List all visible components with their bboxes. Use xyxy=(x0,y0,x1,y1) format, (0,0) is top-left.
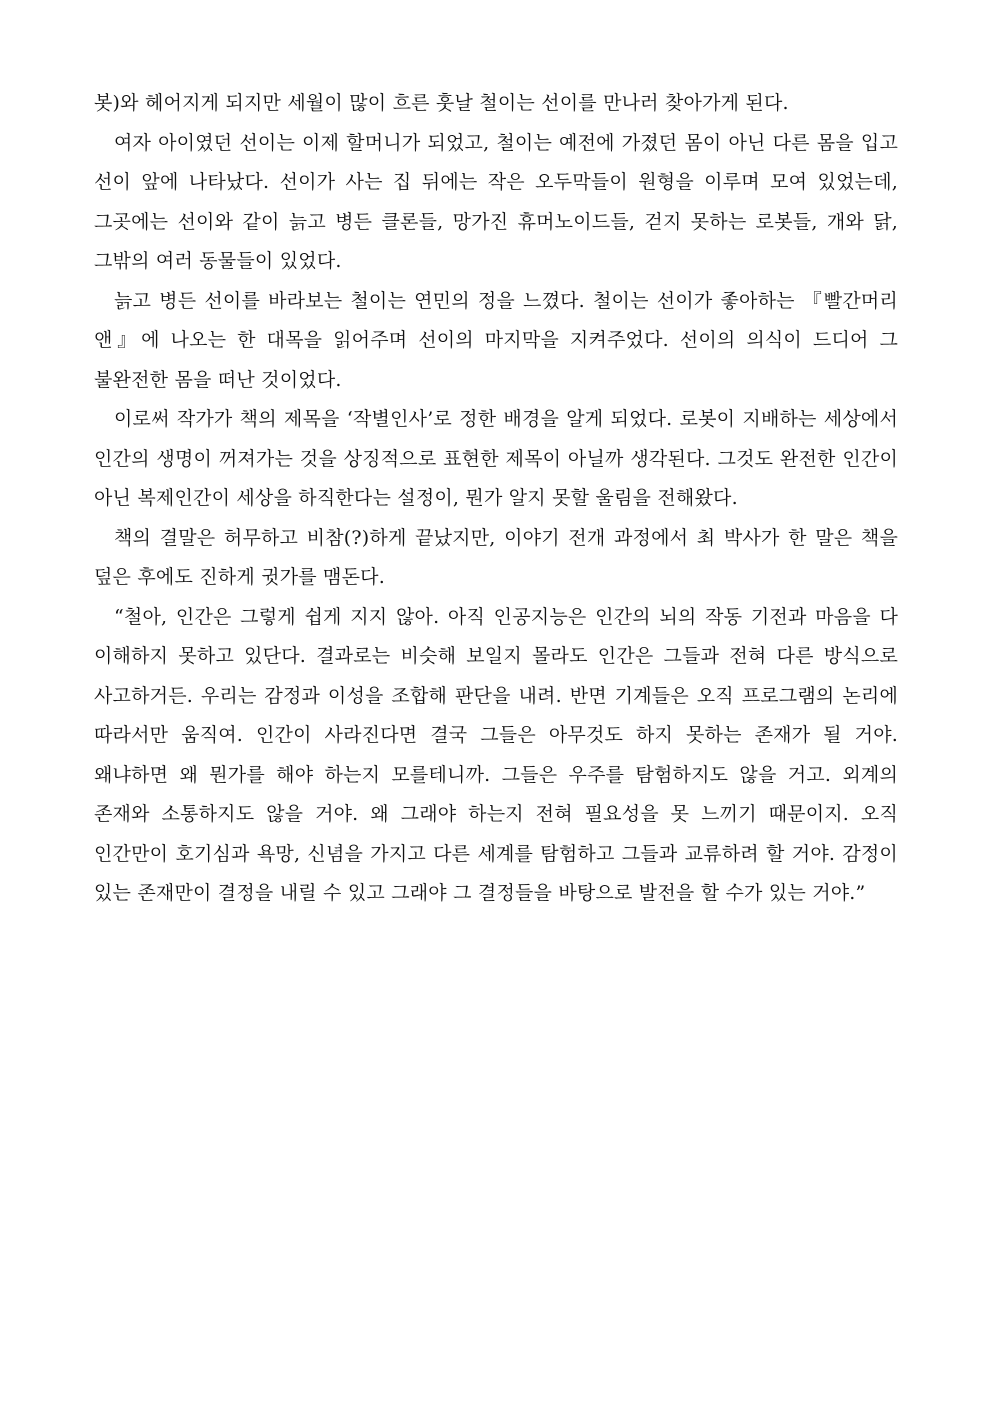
paragraph-3: 늙고 병든 선이를 바라보는 철이는 연민의 정을 느꼈다. 철이는 선이가 좋아하는 『빨간머리 앤』에 나오는 한 대목을 읽어주며 선이의 마지막을 지켜주었다. 선이의 의식이 드디어 그 불완전한 몸을 떠난 것이었다. xyxy=(94,289,898,391)
paragraph-4: 이로써 작가가 책의 제목을 ‘작별인사’로 정한 배경을 알게 되었다. 로봇이 지배하는 세상에서 인간의 생명이 꺼져가는 것을 상징적으로 표현한 제목이 아닐까 생각된다. 그것도 완전한 인간이 아닌 복제인간이 세상을 하직한다는 설정이, 뭔가 알지 못할 울림을 전해왔다. xyxy=(94,408,898,509)
paragraph-2: 여자 아이였던 선이는 이제 할머니가 되었고, 철이는 예전에 가졌던 몸이 아닌 다른 몸을 입고 선이 앞에 나타났다. 선이가 사는 집 뒤에는 작은 오두막들이 원형을 이루며 모여 있었는데, 그곳에는 선이와 같이 늙고 병든 클론들, 망가진 휴머노이드들, 걷지 못하는 로봇들, 개와 닭, 그밖의 여러 동물들이 있었다. xyxy=(94,131,898,272)
paragraph-5: 책의 결말은 허무하고 비참(?)하게 끝났지만, 이야기 전개 과정에서 최 박사가 한 말은 책을 덮은 후에도 진하게 귓가를 맴돈다. xyxy=(94,526,898,588)
paragraph-1: 봇)와 헤어지게 되지만 세월이 많이 흐른 훗날 철이는 선이를 만나러 찾아가게 된다. xyxy=(94,92,789,114)
paragraph-6-quote: “철아, 인간은 그렇게 쉽게 지지 않아. 아직 인공지능은 인간의 뇌의 작동 기전과 마음을 다 이해하지 못하고 있단다. 결과로는 비슷해 보일지 몰라도 인간은 그들과 전혀 다른 방식으로 사고하거든. 우리는 감정과 이성을 조합해 판단을 내려. 반면 기계들은 오직 프로그램의 논리에 따라서만 움직여. 인간이 사라진다면 결국 그들은 아무것도 하지 못하는 존재가 될 거야. 왜냐하면 왜 뭔가를 해야 하는지 모를테니까. 그들은 우주를 탐험하지도 않을 거고. 외계의 존재와 소통하지도 않을 거야. 왜 그래야 하는지 전혀 필요성을 못 느끼기 때문이지. 오직 인간만이 호기심과 욕망, 신념을 가지고 다른 세계를 탐험하고 그들과 교류하려 할 거야. 감정이 있는 존재만이 결정을 내릴 수 있고 그래야 그 결정들을 바탕으로 발전을 할 수가 있는 거야.” xyxy=(94,605,898,904)
document-body xyxy=(94,84,898,914)
